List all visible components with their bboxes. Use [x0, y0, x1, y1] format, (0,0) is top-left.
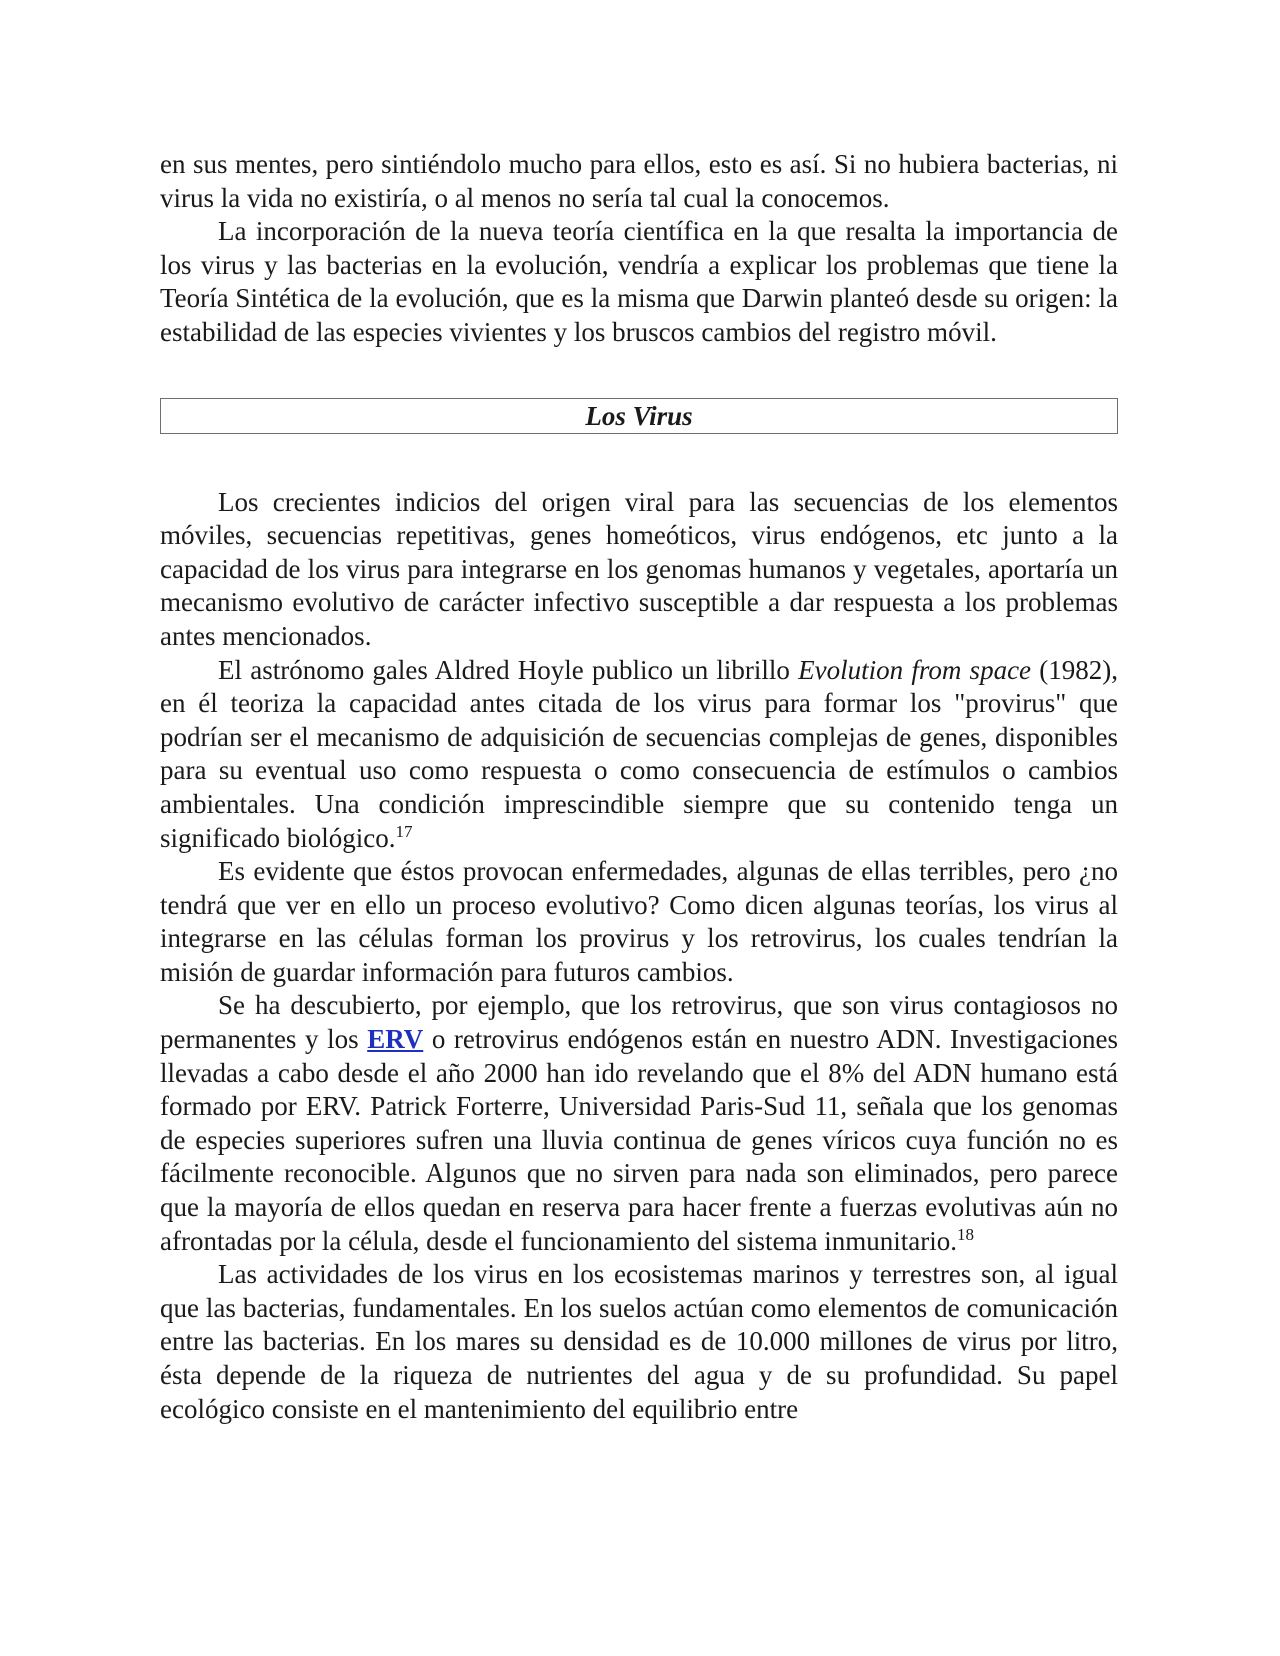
section-title: Los Virus [585, 400, 693, 431]
paragraph-text: El astrónomo gales Aldred Hoyle publico un librillo [218, 654, 799, 685]
erv-link[interactable]: ERV [367, 1024, 424, 1055]
body-paragraph-3: Es evidente que éstos provocan enfermedades, algunas de ellas terribles, pero ¿no tendrá que ver en ello un proceso evolutivo? Como dicen algunas teorías, los virus al integrarse en las células forman los provirus y los retrovirus, los cuales tendrían la misión de guardar información para futuros cambios. [160, 856, 1118, 987]
intro-paragraph-2: La incorporación de la nueva teoría científica en la que resalta la importancia de los virus y las bacterias en la evolución, vendría a explicar los problemas que tiene la Teoría Sintética de la evolución, que es la misma que Darwin planteó desde su origen: la estabilidad de las especies vivientes y los bruscos cambios del registro móvil. [160, 216, 1118, 347]
intro-paragraph-1: en sus mentes, pero sintiéndolo mucho para ellos, esto es así. Si no hubiera bacterias, ni virus la vida no existiría, o al menos no sería tal cual la conocemos. [160, 149, 1118, 213]
body-paragraph-5: Las actividades de los virus en los ecosistemas marinos y terrestres son, al igual que las bacterias, fundamentales. En los suelos actúan como elementos de comunicación entre las bacterias. En los mares su densidad es de 10.000 millones de virus por litro, ésta depende de la riqueza de nutrientes del agua y de su profundidad. Su papel ecológico consiste en el mantenimiento del equilibrio entre [160, 1259, 1118, 1424]
paragraph-text: (1982), en él teoriza la capacidad antes citada de los virus para formar los "provirus" que podrían ser el mecanismo de adquisición de secuencias complejas de genes, disponibles para su eventual uso como respuesta o como consecuencia de estímulos o cambios ambientales. Una condición imprescindible siempre que su contenido tenga un significado biológico. [160, 654, 1118, 853]
footnote-ref-17[interactable]: 17 [395, 821, 413, 841]
document-page [160, 148, 1118, 1426]
body-paragraph-4 [160, 989, 1118, 1258]
body-paragraph-2 [160, 654, 1118, 856]
section-heading-box [160, 398, 1118, 434]
paragraph-text: o retrovirus endógenos están en nuestro ADN. Investigaciones llevadas a cabo desde el año 2000 han ido revelando que el 8% del ADN humano está formado por ERV. Patrick Forterre, Universidad Paris-Sud 11, señala que los genomas de especies superiores sufren una lluvia continua de genes víricos cuya función no es fácilmente reconocible. Algunos que no sirven para nada son eliminados, pero parece que la mayoría de ellos quedan en reserva para hacer frente a fuerzas evolutivas aún no afrontadas por la célula, desde el funcionamiento del sistema inmunitario. [160, 1024, 1119, 1256]
footnote-ref-18[interactable]: 18 [957, 1224, 974, 1244]
paragraph-text: Se ha descubierto, por ejemplo, que los retrovirus, que son virus contagiosos no permanentes y los [160, 990, 1118, 1055]
body-paragraph-1: Los crecientes indicios del origen viral para las secuencias de los elementos móviles, secuencias repetitivas, genes homeóticos, virus endógenos, etc junto a la capacidad de los virus para integrarse en los genomas humanos y vegetales, aportaría un mecanismo evolutivo de carácter infectivo susceptible a dar respuesta a los problemas antes mencionados. [160, 486, 1118, 651]
book-title: Evolution from space [798, 654, 1032, 685]
